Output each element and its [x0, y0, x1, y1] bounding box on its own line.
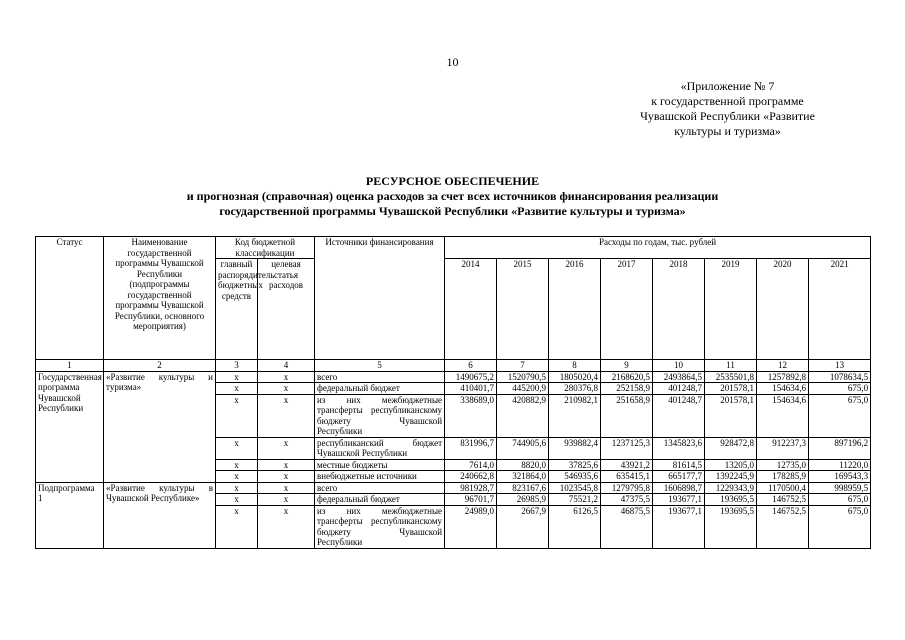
value-cell: 154634,6	[757, 383, 809, 395]
value-cell: 146752,5	[757, 505, 809, 548]
table-body	[36, 237, 871, 549]
code-main-cell: х	[216, 505, 258, 548]
value-cell: 410401,7	[445, 383, 497, 395]
value-cell: 675,0	[809, 383, 871, 395]
value-cell: 47375,5	[601, 494, 653, 506]
column-number: 8	[549, 360, 601, 372]
header-code-group: Код бюджетной классификации	[216, 237, 315, 259]
code-target-cell: х	[258, 383, 315, 395]
code-main-cell: х	[216, 383, 258, 395]
source-cell: всего	[315, 371, 445, 383]
document-title	[60, 174, 845, 219]
value-cell: 193695,5	[705, 505, 757, 548]
header-code-main: главный распорядитель бюджетных средств	[216, 259, 258, 360]
value-cell: 1606898,7	[653, 482, 705, 494]
header-code-target: целевая статья расходов	[258, 259, 315, 360]
header-year: 2019	[705, 259, 757, 360]
column-number: 6	[445, 360, 497, 372]
header-year: 2017	[601, 259, 653, 360]
title-line: РЕСУРСНОЕ ОБЕСПЕЧЕНИЕ	[365, 174, 540, 188]
value-cell: 675,0	[809, 394, 871, 437]
code-main-cell: х	[216, 471, 258, 483]
header-years-group: Расходы по годам, тыс. рублей	[445, 237, 871, 259]
value-cell: 12735,0	[757, 459, 809, 471]
code-target-cell: х	[258, 394, 315, 437]
value-cell: 744905,6	[497, 437, 549, 459]
value-cell: 981928,7	[445, 482, 497, 494]
code-main-cell: х	[216, 459, 258, 471]
column-number: 11	[705, 360, 757, 372]
value-cell: 338689,0	[445, 394, 497, 437]
source-cell: всего	[315, 482, 445, 494]
code-target-cell: х	[258, 437, 315, 459]
column-number: 4	[258, 360, 315, 372]
source-cell: местные бюджеты	[315, 459, 445, 471]
value-cell: 193677,1	[653, 505, 705, 548]
column-numbers-row	[36, 360, 871, 372]
column-number: 9	[601, 360, 653, 372]
column-number: 10	[653, 360, 705, 372]
appendix-line: «Приложение № 7	[680, 79, 775, 93]
code-main-cell: х	[216, 482, 258, 494]
header-year: 2015	[497, 259, 549, 360]
header-year: 2016	[549, 259, 601, 360]
value-cell: 37825,6	[549, 459, 601, 471]
value-cell: 831996,7	[445, 437, 497, 459]
header-year: 2018	[653, 259, 705, 360]
header-year: 2014	[445, 259, 497, 360]
header-year: 2020	[757, 259, 809, 360]
value-cell: 201578,1	[705, 383, 757, 395]
value-cell: 1023545,8	[549, 482, 601, 494]
value-cell: 665177,7	[653, 471, 705, 483]
value-cell: 240662,8	[445, 471, 497, 483]
code-main-cell: х	[216, 437, 258, 459]
value-cell: 43921,2	[601, 459, 653, 471]
value-cell: 169543,3	[809, 471, 871, 483]
value-cell: 321864,0	[497, 471, 549, 483]
value-cell: 26985,9	[497, 494, 549, 506]
title-line: государственной программы Чувашской Республики «Развитие культуры и туризма»	[219, 204, 686, 218]
header-year: 2021	[809, 259, 871, 360]
source-cell: внебюджетные источники	[315, 471, 445, 483]
value-cell: 401248,7	[653, 394, 705, 437]
value-cell: 897196,2	[809, 437, 871, 459]
value-cell: 2168620,5	[601, 371, 653, 383]
value-cell: 154634,6	[757, 394, 809, 437]
value-cell: 96701,7	[445, 494, 497, 506]
value-cell: 193677,1	[653, 494, 705, 506]
value-cell: 1279795,8	[601, 482, 653, 494]
value-cell: 998959,5	[809, 482, 871, 494]
value-cell: 1805020,4	[549, 371, 601, 383]
value-cell: 13205,0	[705, 459, 757, 471]
column-number: 3	[216, 360, 258, 372]
value-cell: 420882,9	[497, 394, 549, 437]
source-cell: федеральный бюджет	[315, 494, 445, 506]
code-main-cell: х	[216, 371, 258, 383]
value-cell: 1229343,9	[705, 482, 757, 494]
value-cell: 635415,1	[601, 471, 653, 483]
code-target-cell: х	[258, 494, 315, 506]
source-cell: федеральный бюджет	[315, 383, 445, 395]
value-cell: 1490675,2	[445, 371, 497, 383]
title-line: и прогнозная (справочная) оценка расходов за счет всех источников финансирования реализации	[186, 189, 719, 203]
value-cell: 401248,7	[653, 383, 705, 395]
column-number: 12	[757, 360, 809, 372]
appendix-line: культуры и туризма»	[674, 124, 781, 138]
value-cell: 6126,5	[549, 505, 601, 548]
status-cell: Государственная программа Чувашской Республики	[36, 371, 104, 482]
code-main-cell: х	[216, 394, 258, 437]
column-number: 5	[315, 360, 445, 372]
code-target-cell: х	[258, 459, 315, 471]
value-cell: 251658,9	[601, 394, 653, 437]
value-cell: 912237,3	[757, 437, 809, 459]
value-cell: 178285,9	[757, 471, 809, 483]
value-cell: 2667,9	[497, 505, 549, 548]
value-cell: 675,0	[809, 505, 871, 548]
appendix-line: к государственной программе	[651, 94, 804, 108]
value-cell: 146752,5	[757, 494, 809, 506]
code-target-cell: х	[258, 371, 315, 383]
value-cell: 2535501,8	[705, 371, 757, 383]
value-cell: 1237125,3	[601, 437, 653, 459]
value-cell: 8820,0	[497, 459, 549, 471]
value-cell: 1520790,5	[497, 371, 549, 383]
value-cell: 1345823,6	[653, 437, 705, 459]
program-name-cell: «Развитие культуры и туризма»	[104, 371, 216, 482]
code-main-cell: х	[216, 494, 258, 506]
value-cell: 193695,5	[705, 494, 757, 506]
header-row-1	[36, 237, 871, 259]
value-cell: 823167,6	[497, 482, 549, 494]
page-number: 10	[446, 55, 459, 69]
source-cell: из них межбюджетные трансферты республиканскому бюджету Чувашской Республики	[315, 394, 445, 437]
column-number: 2	[104, 360, 216, 372]
appendix-line: Чувашской Республики «Развитие	[640, 109, 815, 123]
program-name-cell: «Развитие культуры в Чувашской Республике»	[104, 482, 216, 548]
table-row	[36, 371, 871, 383]
code-target-cell: х	[258, 482, 315, 494]
value-cell: 546935,6	[549, 471, 601, 483]
value-cell: 11220,0	[809, 459, 871, 471]
value-cell: 1257892,8	[757, 371, 809, 383]
status-cell: Подпрограмма 1	[36, 482, 104, 548]
value-cell: 81614,5	[653, 459, 705, 471]
source-cell: из них межбюджетные трансферты республиканскому бюджету Чувашской Республики	[315, 505, 445, 548]
value-cell: 2493864,5	[653, 371, 705, 383]
value-cell: 75521,2	[549, 494, 601, 506]
header-name: Наименование государственной программы Чувашской Республики (подпрограммы государственной программы Чувашской Республики, основного мероприятия)	[104, 237, 216, 360]
table-row	[36, 482, 871, 494]
source-cell: республиканский бюджет Чувашской Республики	[315, 437, 445, 459]
value-cell: 7614,0	[445, 459, 497, 471]
header-status: Статус	[36, 237, 104, 360]
appendix-note	[600, 79, 855, 139]
value-cell: 445200,9	[497, 383, 549, 395]
value-cell: 1078634,5	[809, 371, 871, 383]
value-cell: 252158,9	[601, 383, 653, 395]
header-sources: Источники финансирования	[315, 237, 445, 360]
column-number: 1	[36, 360, 104, 372]
value-cell: 928472,8	[705, 437, 757, 459]
value-cell: 939882,4	[549, 437, 601, 459]
value-cell: 1392245,9	[705, 471, 757, 483]
value-cell: 210982,1	[549, 394, 601, 437]
resources-table	[35, 236, 871, 549]
value-cell: 24989,0	[445, 505, 497, 548]
value-cell: 1170500,4	[757, 482, 809, 494]
code-target-cell: х	[258, 471, 315, 483]
column-number: 13	[809, 360, 871, 372]
code-target-cell: х	[258, 505, 315, 548]
value-cell: 46875,5	[601, 505, 653, 548]
value-cell: 280376,8	[549, 383, 601, 395]
value-cell: 675,0	[809, 494, 871, 506]
value-cell: 201578,1	[705, 394, 757, 437]
column-number: 7	[497, 360, 549, 372]
